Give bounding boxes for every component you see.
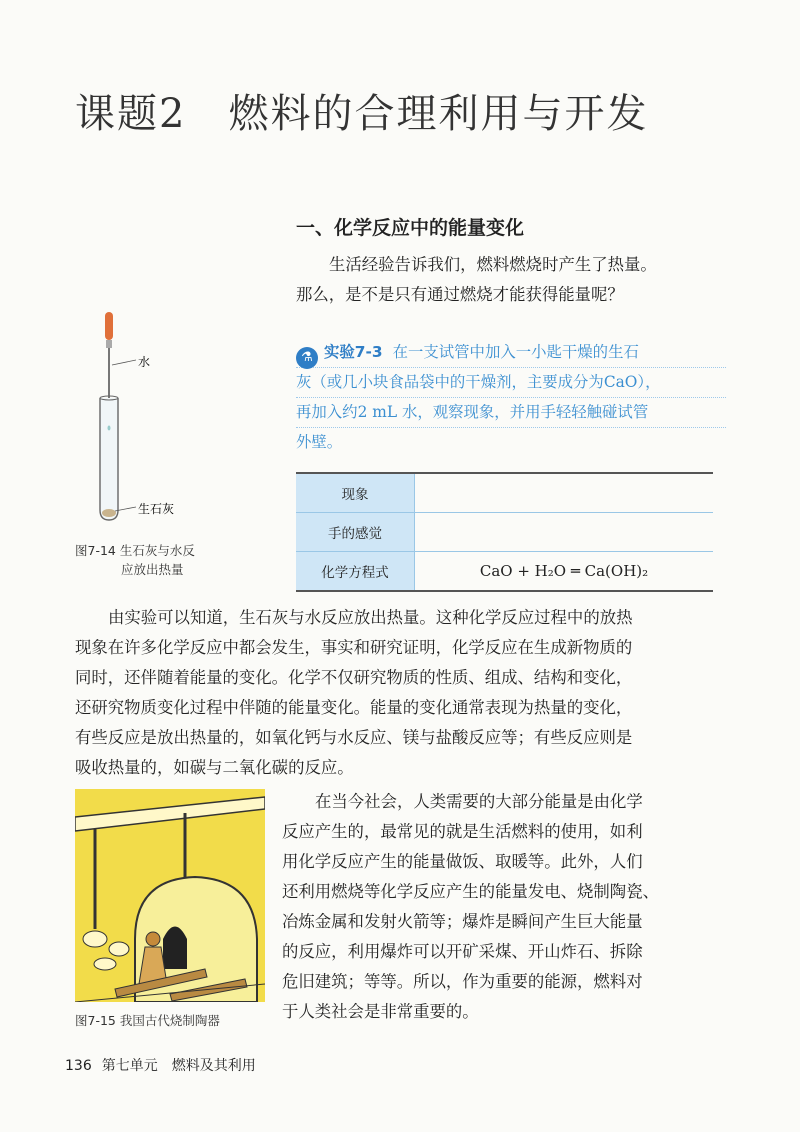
intro-line: 生活经验告诉我们，燃料燃烧时产生了热量。 <box>329 255 657 274</box>
caption-line: 应放出热量 <box>121 562 184 577</box>
experiment-line: 灰（或几小块食品袋中的干燥剂，主要成分为CaO）， <box>296 368 726 398</box>
row-header: 手的感觉 <box>296 513 415 552</box>
paragraph-line: 同时，还伴随着能量的变化。化学不仅研究物质的性质、组成、结构和变化， <box>75 668 633 687</box>
experiment-box <box>296 338 726 457</box>
paragraph-line: 还研究物质变化过程中伴随的能量变化。能量的变化通常表现为热量的变化， <box>75 698 633 717</box>
paragraph-line: 现象在许多化学反应中都会发生，事实和研究证明，化学反应在生成新物质的 <box>75 638 633 657</box>
row-header: 现象 <box>296 473 415 513</box>
row-header: 化学方程式 <box>296 552 415 592</box>
paragraph-line: 有些反应是放出热量的，如氧化钙与水反应、镁与盐酸反应等；有些反应则是 <box>75 728 633 747</box>
section-heading: 一、化学反应中的能量变化 <box>296 217 525 239</box>
table-row <box>296 552 713 592</box>
chapter-title: 课题2 燃料的合理利用与开发 <box>75 91 649 137</box>
table-row <box>296 513 713 552</box>
intro-line: 那么，是不是只有通过燃烧才能获得能量呢？ <box>296 285 624 304</box>
paragraph-line: 冶炼金属和发射火箭等；爆炸是瞬间产生巨大能量 <box>282 912 643 931</box>
pottery-kiln-illustration <box>75 789 265 1002</box>
page-footer <box>65 1055 256 1075</box>
paragraph-line: 吸收热量的，如碳与二氧化碳的反应。 <box>75 758 354 777</box>
paragraph-line: 用化学反应产生的能量做饭、取暖等。此外，人们 <box>282 852 643 871</box>
paragraph-line: 危旧建筑；等等。所以，作为重要的能源，燃料对 <box>282 972 643 991</box>
paragraph-line: 在当今社会，人类需要的大部分能量是由化学 <box>315 792 643 811</box>
page-number: 136 <box>65 1058 92 1074</box>
experiment-line <box>296 338 726 368</box>
equation-cell: CaO + H₂O ═ Ca(OH)₂ <box>415 552 714 592</box>
paragraph-line: 还利用燃烧等化学反应产生的能量发电、烧制陶瓷、 <box>282 882 659 901</box>
figure-caption: 图7-15 我国古代烧制陶器 <box>75 1013 220 1028</box>
caption-line: 图7-14 生石灰与水反 <box>75 543 195 558</box>
paragraph-line: 于人类社会是非常重要的。 <box>282 1002 479 1021</box>
test-tube-figure <box>78 310 218 535</box>
paragraph-line: 由实验可以知道，生石灰与水反应放出热量。这种化学反应过程中的放热 <box>108 608 633 627</box>
figure-caption <box>75 541 245 579</box>
paragraph-line: 的反应，利用爆炸可以开矿采煤、开山炸石、拆除 <box>282 942 643 961</box>
lime-label: 生石灰 <box>138 502 175 516</box>
flask-icon: ⚗ <box>296 347 318 369</box>
table-cell <box>415 513 714 552</box>
experiment-line: 再加入约2 mL 水，观察现象，并用手轻轻触碰试管 <box>296 398 726 428</box>
paragraph-line: 反应产生的，最常见的就是生活燃料的使用，如利 <box>282 822 643 841</box>
table-row <box>296 473 713 513</box>
society-paragraph <box>282 787 723 1027</box>
unit-title: 第七单元 燃料及其利用 <box>101 1058 256 1074</box>
dropper-bulb <box>105 312 113 340</box>
experiment-line: 外壁。 <box>296 433 343 451</box>
main-paragraph <box>75 603 723 783</box>
water-label: 水 <box>138 355 151 369</box>
table-cell <box>415 473 714 513</box>
intro-paragraph <box>296 250 726 310</box>
observation-table <box>296 472 713 592</box>
experiment-label: 实验7-3 <box>324 343 383 361</box>
test-tube <box>100 398 118 520</box>
experiment-text: 在一支试管中加入一小匙干燥的生石 <box>392 343 639 361</box>
